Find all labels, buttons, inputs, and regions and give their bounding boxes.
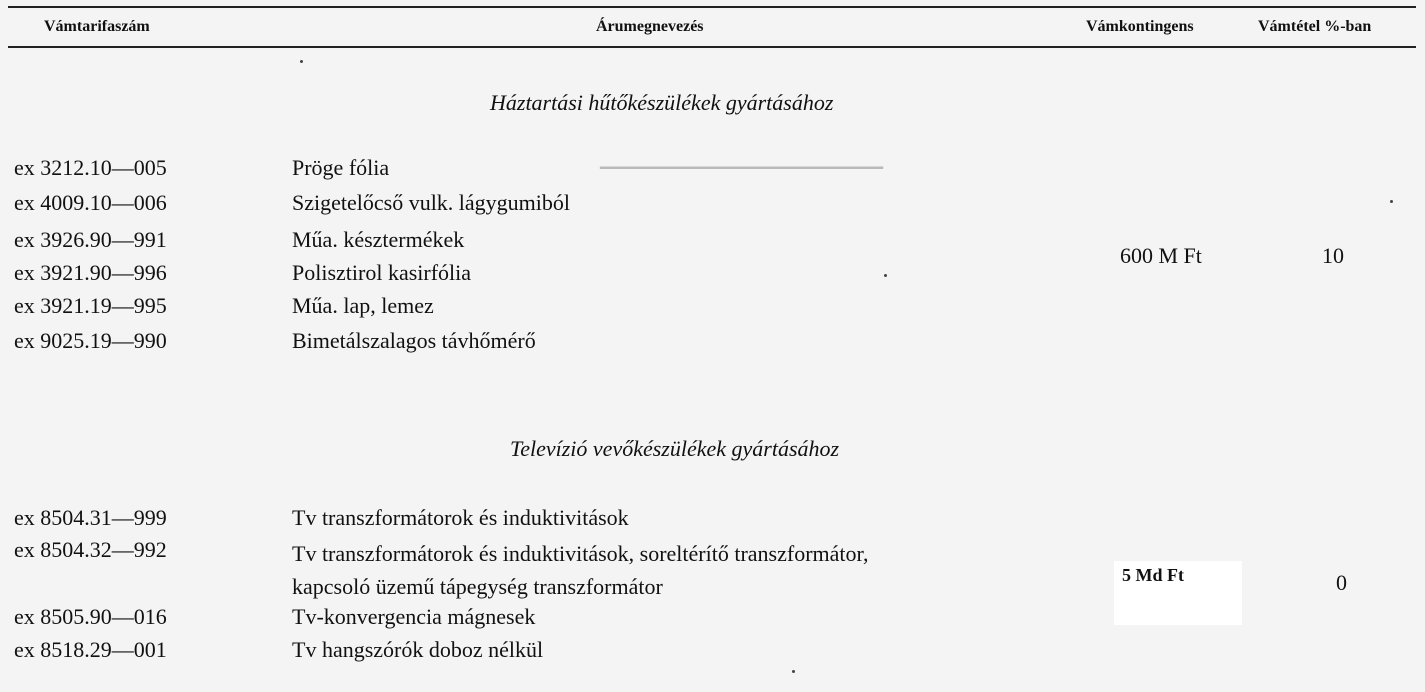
product-description [292, 637, 543, 663]
scan-speck [300, 60, 303, 63]
tariff-code: ex 3212.10—005 [14, 155, 167, 180]
pasted-correction-label [1114, 561, 1242, 625]
tariff-code: ex 8505.90—016 [14, 604, 167, 629]
description-line: Bimetálszalagos távhőmérő [292, 328, 536, 353]
description-line: Tv hangszórók doboz nélkül [292, 637, 544, 662]
product-description [292, 604, 535, 630]
description-line: Műa. lap, lemez [292, 293, 434, 318]
section-title: Televízió vevőkészülékek gyártásához [510, 436, 840, 461]
tariff-code: ex 8518.29—001 [14, 637, 167, 662]
table-top-rule [8, 6, 1416, 8]
duty-rate-value: 10 [1322, 243, 1344, 268]
header-tariff-quota: Vámkontingens [1086, 18, 1194, 35]
header-duty-rate: Vámtétel %-ban [1258, 18, 1372, 35]
tariff-code: ex 8504.32—992 [14, 537, 167, 562]
tariff-code: ex 3926.90—991 [14, 227, 167, 252]
scan-speck [884, 274, 887, 277]
product-description [292, 227, 464, 253]
tariff-code: ex 9025.19—990 [14, 328, 167, 353]
description-line: Pröge fólia [292, 155, 390, 180]
tariff-code: ex 4009.10—006 [14, 190, 167, 215]
product-description [292, 155, 389, 181]
product-description [292, 190, 570, 216]
description-line: Tv transzformátorok és induktivitások [292, 505, 629, 530]
duty-rate-value: 0 [1336, 570, 1347, 595]
product-description [292, 293, 434, 319]
header-product-name: Árumegnevezés [596, 18, 704, 35]
product-description [292, 505, 629, 531]
product-description [292, 328, 536, 354]
description-line: Szigetelőcső vulk. lágygumiból [292, 190, 571, 215]
section-title: Háztartási hűtőkészülékek gyártásához [490, 90, 834, 115]
tariff-code: ex 3921.90—996 [14, 260, 167, 285]
description-line: Tv transzformátorok és induktivitások, soreltérítő transzformátor, [292, 541, 869, 566]
table-header-rule [8, 46, 1416, 48]
tariff-quota-value: 600 M Ft [1120, 243, 1202, 268]
bleed-through-text: ▁▁▁▁▁▁▁▁▁▁▁▁▁▁▁▁▁▁▁▁▁▁▁ [600, 152, 884, 169]
product-description [292, 260, 471, 286]
product-description [292, 537, 868, 603]
scan-speck [792, 670, 795, 673]
tariff-code: ex 3921.19—995 [14, 293, 167, 318]
description-line: Műa. késztermékek [292, 227, 465, 252]
header-tariff-number: Vámtarifaszám [44, 18, 150, 35]
scan-speck [1390, 200, 1393, 203]
description-line: Polisztirol kasirfólia [292, 260, 472, 285]
tariff-code: ex 8504.31—999 [14, 505, 167, 530]
tariff-quota-value: 5 Md Ft [1122, 565, 1184, 585]
description-line: kapcsoló üzemű tápegység transzformátor [292, 574, 663, 599]
description-line: Tv-konvergencia mágnesek [292, 604, 536, 629]
